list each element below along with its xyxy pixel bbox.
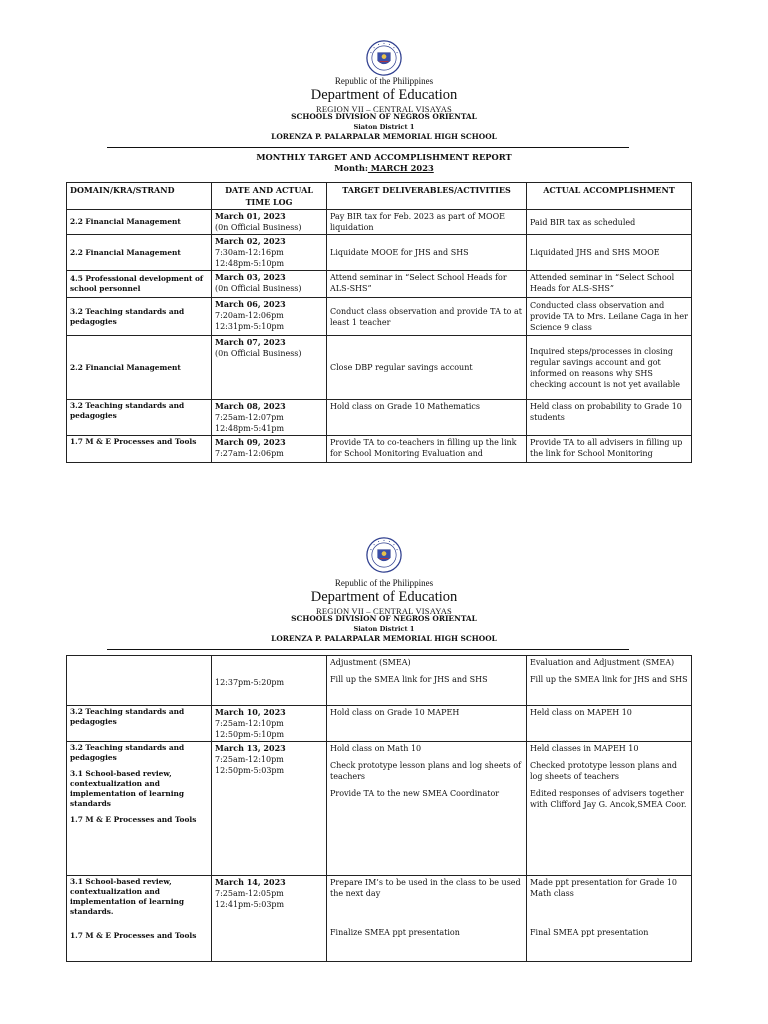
report-month <box>0 163 768 173</box>
date-cell <box>212 706 327 742</box>
date-cell <box>212 336 327 400</box>
actual-text: Held class on probability to Grade 10 students <box>530 402 682 422</box>
date-text: March 08, 2023 <box>215 401 286 411</box>
date-cell <box>212 271 327 298</box>
district-text: Siaton District 1 <box>353 123 415 131</box>
actual-text: Held classes in MAPEH 10 <box>530 744 639 753</box>
actual-cell <box>527 298 692 336</box>
report-table-page-1 <box>66 182 692 463</box>
target-cell <box>327 706 527 742</box>
target-text: Hold class on Math 10 <box>330 744 422 753</box>
actual-cell <box>527 436 692 463</box>
table-row <box>67 298 692 336</box>
republic-text: Republic of the Philippines <box>334 578 434 588</box>
actual-text: Liquidated JHS and SHS MOOE <box>530 248 660 257</box>
report-page-2 <box>0 500 768 1020</box>
time-log-text: (0n Official Business) <box>215 349 302 358</box>
report-title: MONTHLY TARGET AND ACCOMPLISHMENT REPORT <box>256 152 512 162</box>
time-log-text: 7:25am-12:07pm <box>215 413 284 422</box>
domain-cell <box>67 235 212 271</box>
date-text: March 13, 2023 <box>215 743 286 753</box>
domain-cell <box>67 210 212 235</box>
domain-cell <box>67 656 212 706</box>
date-text: March 10, 2023 <box>215 707 286 717</box>
time-log-text: 7:25am-12:10pm <box>215 755 284 764</box>
actual-text: Made ppt presentation for Grade 10 Math class <box>530 878 678 898</box>
actual-cell <box>527 706 692 742</box>
report-table-page-2 <box>66 655 692 962</box>
actual-text: Attended seminar in “Select School Heads for ALS-SHS” <box>530 273 675 293</box>
target-cell <box>327 271 527 298</box>
time-log-text: 7:27am-12:06pm <box>215 449 284 458</box>
target-text: Pay BIR tax for Feb. 2023 as part of MOOE liquidation <box>330 212 505 232</box>
report-page-1 <box>0 0 768 480</box>
time-log-text: 7:20am-12:06pm <box>215 311 284 320</box>
column-header-date: DATE AND ACTUAL TIME LOG <box>212 183 327 210</box>
target-text: Finalize SMEA ppt presentation <box>330 928 460 937</box>
target-cell <box>327 235 527 271</box>
target-cell <box>327 210 527 235</box>
domain-cell <box>67 742 212 876</box>
actual-text: Inquired steps/processes in closing regular savings account and got informed on reasons why SHS checking account is not yet available <box>530 346 680 389</box>
header-divider <box>107 649 629 650</box>
target-cell <box>327 336 527 400</box>
domain-text: 1.7 M & E Processes and Tools <box>70 437 197 446</box>
date-cell <box>212 298 327 336</box>
time-log-text: 7:25am-12:05pm <box>215 889 284 898</box>
table-row <box>67 271 692 298</box>
actual-cell <box>527 271 692 298</box>
table-row <box>67 876 692 962</box>
domain-text: 3.2 Teaching standards and pedagogies <box>70 743 185 762</box>
domain-text: 3.1 School-based review, contextualization and implementation of learning standards <box>70 769 185 808</box>
table-row <box>67 656 692 706</box>
target-cell <box>327 742 527 876</box>
date-text: March 09, 2023 <box>215 437 286 447</box>
republic-text: Republic of the Philippines <box>334 76 434 86</box>
region-text: REGION VII – CENTRAL VISAYAS <box>316 606 452 616</box>
time-log-text: 12:50pm-5:03pm <box>215 766 285 775</box>
time-log-text: 12:31pm-5:10pm <box>215 322 285 331</box>
table-row <box>67 235 692 271</box>
domain-text: 3.2 Teaching standards and pedagogies <box>70 707 185 726</box>
table-row <box>67 706 692 742</box>
column-header-target: TARGET DELIVERABLES/ACTIVITIES <box>327 183 527 210</box>
actual-text: Evaluation and Adjustment (SMEA) <box>530 658 675 667</box>
target-text: Adjustment (SMEA) <box>330 658 411 667</box>
domain-text: 3.2 Teaching standards and pedagogies <box>70 401 185 420</box>
target-text: Liquidate MOOE for JHS and SHS <box>330 248 469 257</box>
domain-cell <box>67 336 212 400</box>
domain-text: 1.7 M & E Processes and Tools <box>70 931 197 940</box>
actual-text: Edited responses of advisers together with Clifford Jay G. Ancok,SMEA Coor. <box>530 789 687 809</box>
time-log-text: (0n Official Business) <box>215 284 302 293</box>
time-log-text: 12:37pm-5:20pm <box>215 678 285 687</box>
actual-cell <box>527 656 692 706</box>
actual-cell <box>527 742 692 876</box>
actual-text: Conducted class observation and provide TA to Mrs. Leilane Caga in her Science 9 class <box>530 301 688 332</box>
table-row <box>67 336 692 400</box>
table-row <box>67 436 692 463</box>
actual-cell <box>527 210 692 235</box>
division-text: SCHOOLS DIVISION OF NEGROS ORIENTAL <box>291 614 477 623</box>
date-cell <box>212 876 327 962</box>
date-text: March 07, 2023 <box>215 337 286 347</box>
time-log-text: (0n Official Business) <box>215 223 302 232</box>
month-value: MARCH 2023 <box>367 163 434 173</box>
actual-cell <box>527 400 692 436</box>
domain-cell <box>67 400 212 436</box>
domain-cell <box>67 298 212 336</box>
domain-text: 1.7 M & E Processes and Tools <box>70 815 197 824</box>
table-row <box>67 210 692 235</box>
actual-text: Held class on MAPEH 10 <box>530 708 632 717</box>
date-text: March 02, 2023 <box>215 236 286 246</box>
date-text: March 01, 2023 <box>215 211 286 221</box>
school-name: LORENZA P. PALARPALAR MEMORIAL HIGH SCHOOL <box>271 132 497 141</box>
date-cell <box>212 210 327 235</box>
department-title: Department of Education <box>310 589 458 605</box>
target-text: Provide TA to co-teachers in filling up the link for School Monitoring Evaluation and <box>330 438 517 458</box>
actual-cell <box>527 235 692 271</box>
domain-cell <box>67 706 212 742</box>
table-row <box>67 742 692 876</box>
target-cell <box>327 400 527 436</box>
column-header-domain: DOMAIN/KRA/STRAND <box>67 183 212 210</box>
date-text: March 03, 2023 <box>215 272 286 282</box>
time-log-text: 12:48pm-5:41pm <box>215 424 285 433</box>
time-log-text: 12:41pm-5:03pm <box>215 900 285 909</box>
column-header-actual: ACTUAL ACCOMPLISHMENT <box>527 183 692 210</box>
division-text: SCHOOLS DIVISION OF NEGROS ORIENTAL <box>291 112 477 121</box>
date-cell <box>212 742 327 876</box>
target-cell <box>327 436 527 463</box>
actual-cell <box>527 876 692 962</box>
actual-text: Final SMEA ppt presentation <box>530 928 649 937</box>
time-log-text: 7:25am-12:10pm <box>215 719 284 728</box>
target-text: Provide TA to the new SMEA Coordinator <box>330 789 500 798</box>
domain-cell <box>67 271 212 298</box>
target-cell <box>327 876 527 962</box>
target-text: Hold class on Grade 10 MAPEH <box>330 708 460 717</box>
time-log-text: 12:48pm-5:10pm <box>215 259 285 268</box>
deped-seal-icon <box>366 40 402 76</box>
target-text: Hold class on Grade 10 Mathematics <box>330 402 480 411</box>
domain-text: 4.5 Professional development of school personnel <box>70 274 204 293</box>
date-cell <box>212 436 327 463</box>
date-text: March 14, 2023 <box>215 877 286 887</box>
date-text: March 06, 2023 <box>215 299 286 309</box>
domain-text: 2.2 Financial Management <box>70 217 181 226</box>
school-name: LORENZA P. PALARPALAR MEMORIAL HIGH SCHOOL <box>271 634 497 643</box>
department-title: Department of Education <box>310 87 458 103</box>
header-divider <box>107 147 629 148</box>
date-cell <box>212 400 327 436</box>
domain-cell <box>67 436 212 463</box>
target-text: Attend seminar in “Select School Heads for ALS-SHS” <box>330 273 507 293</box>
time-log-text: 7:30am-12:16pm <box>215 248 284 257</box>
month-label: Month: <box>334 163 368 173</box>
actual-text: Fill up the SMEA link for JHS and SHS <box>530 675 688 684</box>
date-cell <box>212 656 327 706</box>
target-text: Fill up the SMEA link for JHS and SHS <box>330 675 488 684</box>
date-cell <box>212 235 327 271</box>
table-row <box>67 400 692 436</box>
domain-text: 3.1 School-based review, contextualization and implementation of learning standards. <box>70 877 185 916</box>
target-cell <box>327 298 527 336</box>
table-body-page-1 <box>67 210 692 463</box>
domain-text: 2.2 Financial Management <box>70 247 181 257</box>
actual-cell <box>527 336 692 400</box>
domain-text: 2.2 Financial Management <box>70 362 181 372</box>
actual-text: Provide TA to all advisers in filling up the link for School Monitoring <box>530 438 683 458</box>
domain-cell <box>67 876 212 962</box>
target-text: Prepare IM’s to be used in the class to be used the next day <box>330 878 521 898</box>
target-text: Conduct class observation and provide TA to at least 1 teacher <box>330 306 522 327</box>
table-body-page-2 <box>67 656 692 962</box>
target-cell <box>327 656 527 706</box>
time-log-text: 12:50pm-5:10pm <box>215 730 285 739</box>
actual-text: Checked prototype lesson plans and log sheets of teachers <box>530 761 677 781</box>
region-text: REGION VII – CENTRAL VISAYAS <box>316 104 452 114</box>
domain-text: 3.2 Teaching standards and pedagogies <box>70 306 185 326</box>
target-text: Check prototype lesson plans and log sheets of teachers <box>330 761 522 781</box>
deped-seal-icon <box>366 537 402 573</box>
district-text: Siaton District 1 <box>353 625 415 633</box>
target-text: Close DBP regular savings account <box>330 363 473 372</box>
actual-text: Paid BIR tax as scheduled <box>530 217 636 227</box>
